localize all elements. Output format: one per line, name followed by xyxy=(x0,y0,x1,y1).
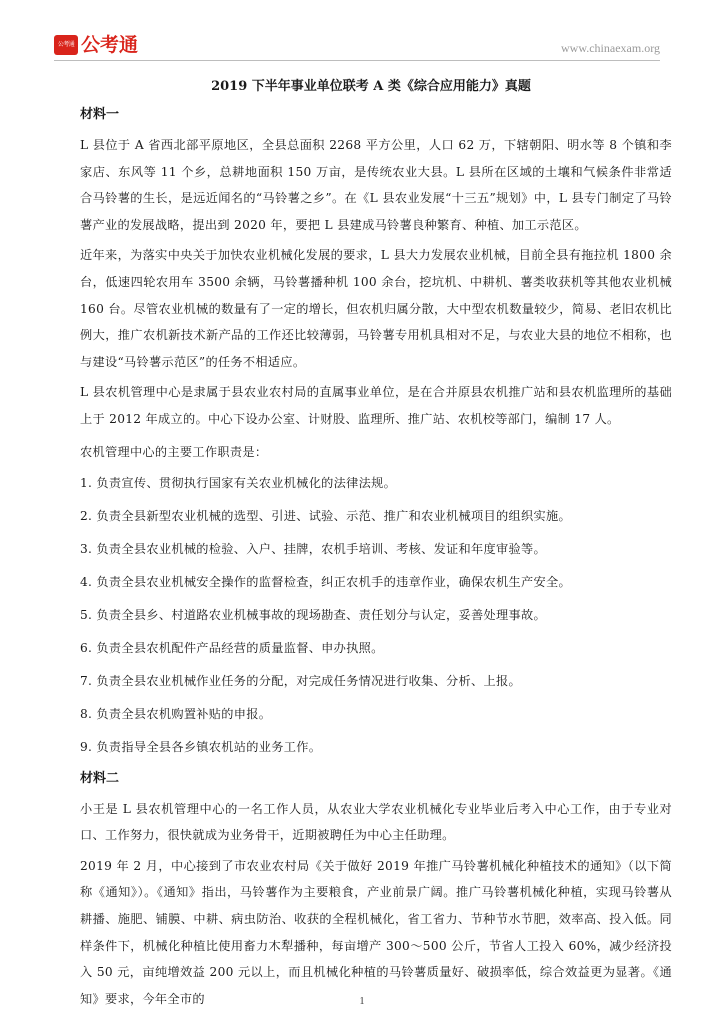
paragraph-4: 小王是 L 县农机管理中心的一名工作人员，从农业大学农业机械化专业毕业后考入中心工作，由于专业对口、工作努力，很快就成为业务骨干，近期被聘任为中心主任助理。 xyxy=(80,801,672,843)
paragraph-5: 2019 年 2 月，中心接到了市农业农村局《关于做好 2019 年推广马铃薯机械化种植技术的通知》（以下简称《通知》）。《通知》指出，马铃薯作为主要粮食，产业前景广阔。推广马铃薯机械化种植，实现马铃薯从耕播、施肥、铺膜、中耕、病虫防治、收获的全程机械化，省工省力、节种节水节肥，效率高、投入低。同样条件下，机械化种植比使用畜力木犁播种，每亩增产 300～500 公斤，节省人工投入 60%，减少经济投入 50 元，亩纯增效益 200 元以上，而且机械化种植的马铃薯质量好、破损率低，综合效益更为显著。《通知》要求，今年全市的 xyxy=(80,858,672,1006)
duties-list xyxy=(80,474,672,756)
section-heading-1: 材料一 xyxy=(80,107,120,122)
site-url[interactable]: www.chinaexam.org xyxy=(561,41,660,55)
section-heading-2: 材料二 xyxy=(80,770,120,786)
paragraph-2: 近年来，为落实中央关于加快农业机械化发展的要求，L 县大力发展农业机械，目前全县有拖拉机 1800 余台，低速四轮农用车 3500 余辆，马铃薯播种机 100 余台，挖坑机、中耕机、薯类收获机等其他农业机械 160 台。尽管农业机械的数量有了一定的增长，但农机归属分散，大中型农机数量较少，简易、老旧农机比例大，推广农机新技术新产品的工作还比较薄弱，马铃薯专用机具相对不足，与农业大县的地位不相称，也与建设“马铃薯示范区”的任务不相适应。 xyxy=(80,248,672,369)
list-item: 6. 负责全县农机配件产品经营的质量监督、申办执照。 xyxy=(80,640,384,655)
list-item: 1. 负责宣传、贯彻执行国家有关农业机械化的法律法规。 xyxy=(80,475,397,490)
list-item: 3. 负责全县农业机械的检验、入户、挂牌，农机手培训、考核、发证和年度审验等。 xyxy=(80,541,546,556)
logo-badge: 公考通 xyxy=(54,35,78,55)
list-item: 8. 负责全县农机购置补贴的申报。 xyxy=(80,706,272,721)
header-divider xyxy=(54,60,660,61)
list-item: 2. 负责全县新型农业机械的选型、引进、试验、示范、推广和农业机械项目的组织实施。 xyxy=(80,508,571,523)
paragraph-3: L 县农机管理中心是隶属于县农业农村局的直属事业单位，是在合并原县农机推广站和县农机监理所的基础上于 2012 年成立的。中心下设办公室、计财股、监理所、推广站、农机校等部门，编制 17 人。 xyxy=(80,385,672,426)
list-item: 4. 负责全县农业机械安全操作的监督检查，纠正农机手的违章作业，确保农机生产安全。 xyxy=(80,574,571,589)
document-body xyxy=(80,78,672,1012)
list-item: 9. 负责指导全县各乡镇农机站的业务工作。 xyxy=(80,739,322,754)
list-item: 5. 负责全县乡、村道路农业机械事故的现场勘查、责任划分与认定，妥善处理事故。 xyxy=(80,607,546,622)
page-number: 1 xyxy=(359,996,365,1007)
paragraph-1: L 县位于 A 省西北部平原地区，全县总面积 2268 平方公里，人口 62 万，下辖朝阳、明水等 8 个镇和李家店、东风等 11 个乡，总耕地面积 150 万亩，是传统农业大县。L 县所在区域的土壤和气候条件非常适合马铃薯的生长，是远近闻名的“马铃薯之乡”。在《L 县农业发展“十三五”规划》中，L 县专门制定了马铃薯产业的发展战略，提出到 2020 年，要把 L 县建成马铃薯良种繁育、种植、加工示范区。 xyxy=(80,138,672,232)
document-title: 2019 下半年事业单位联考 A 类《综合应用能力》真题 xyxy=(211,79,531,94)
duties-intro: 农机管理中心的主要工作职责是： xyxy=(80,444,268,459)
page-header xyxy=(54,32,660,60)
logo-text: 公考通 xyxy=(81,34,139,56)
list-item: 7. 负责全县农业机械作业任务的分配，对完成任务情况进行收集、分析、上报。 xyxy=(80,673,521,688)
